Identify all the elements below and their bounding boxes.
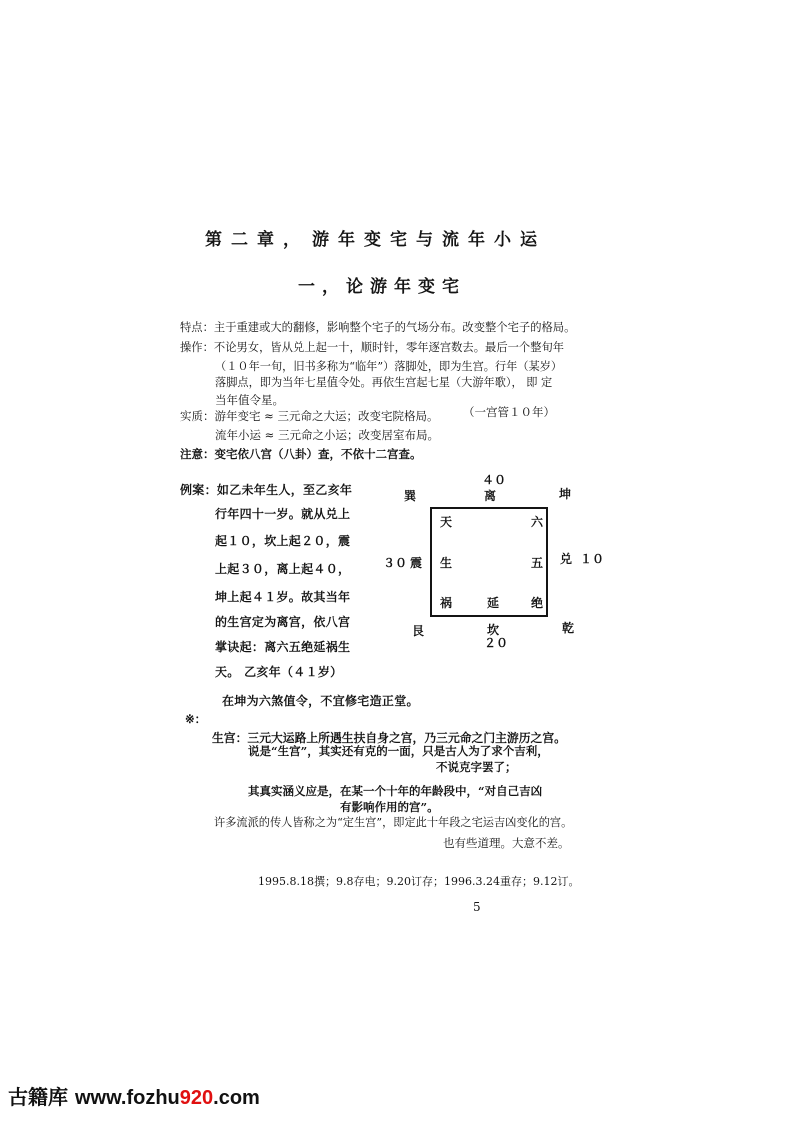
section-title: 一，论游年变宅 (298, 277, 466, 297)
notes-line-4: 其真实涵义应是，在某一个十年的年龄段中，“对自己吉凶 (248, 784, 543, 798)
operation-line-1: 操作：不论男女，皆从兑上起一十，顺时针，零年逐宫数去。最后一个整旬年 (180, 341, 565, 354)
star-yan: 延 (487, 596, 500, 610)
operation-line-2: （１０年一旬，旧书多称为“临年”）落脚处，即为生宫。行年（某岁） (215, 360, 563, 373)
number-left: ３０ (383, 556, 408, 570)
example-line-7: 掌诀起：离六五绝延祸生 (215, 640, 351, 654)
palace-xun: 巽 (404, 489, 417, 503)
notes-line-5: 有影响作用的宫”。 (340, 800, 439, 814)
palace-gen: 艮 (412, 624, 425, 638)
notes-line-7: 也有些道理。大意不差。 (443, 836, 570, 850)
palace-zhen: 震 (410, 556, 423, 570)
operation-line-3: 落脚点，即为当年七星值令处。再依生宫起七星（大游年歌）， 即 定 (215, 376, 553, 389)
star-jue: 绝 (531, 596, 544, 610)
watermark-url-prefix: www.fozhu (74, 1087, 180, 1109)
notes-line-2: 说是“生宫”，其实还有克的一面，只是古人为了求个吉利， (248, 744, 549, 758)
example-line-4: 上起３０，离上起４０， (215, 562, 351, 576)
star-sheng: 生 (440, 556, 453, 570)
notes-line-3: 不说克字罢了； (436, 760, 517, 774)
number-right: １０ (580, 552, 605, 566)
features-line: 特点：主于重建或大的翻修，影响整个宅子的气场分布。改变整个宅子的格局。 (180, 321, 576, 334)
example-line-1: 例案：如乙未年生人，至乙亥年 (180, 483, 353, 497)
example-conclusion: 在坤为六煞值令，不宜修宅造正堂。 (222, 694, 419, 708)
example-line-5: 坤上起４１岁。故其当年 (215, 590, 351, 604)
chapter-title: 游年变宅与流年小运 (312, 230, 546, 250)
notes-line-6: 许多流派的传人皆称之为“定生宫”，即定此十年段之宅运吉凶变化的宫。 (214, 816, 573, 829)
number-bottom: ２０ (484, 636, 509, 650)
essence-note: （一宫管１０年） (463, 405, 555, 419)
star-wu: 五 (531, 556, 544, 570)
example-line-3: 起１０，坎上起２０，震 (215, 534, 351, 548)
example-line-2: 行年四十一岁。就从兑上 (215, 507, 351, 521)
example-line-8: 天。 乙亥年（４１岁） (215, 665, 343, 679)
watermark-url-number: 920 (179, 1087, 214, 1109)
attention-line: 注意：变宅依八宫（八卦）查，不依十二宫查。 (180, 447, 422, 461)
chapter-label: 第二章， (205, 230, 309, 250)
example-line-6: 的生宫定为离宫，依八宫 (215, 615, 351, 629)
star-tian: 天 (440, 515, 453, 529)
operation-line-4: 当年值令星。 (215, 393, 284, 407)
palace-kun: 坤 (559, 487, 572, 501)
essence-line-1: 实质：游年变宅 ≈ 三元命之大运；改变宅院格局。 (180, 409, 439, 423)
notes-line-1: 生宫：三元大运路上所遇生扶自身之宫，乃三元命之门主游历之宫。 (212, 731, 566, 745)
notes-marker: ※： (185, 712, 207, 726)
palace-li: 离 (484, 489, 497, 503)
star-liu: 六 (531, 515, 544, 529)
palace-kan: 坎 (487, 623, 500, 637)
essence-line-2: 流年小运 ≈ 三元命之小运；改变居室布局。 (215, 428, 439, 442)
palace-qian: 乾 (562, 621, 575, 635)
watermark-site-name: 古籍库 (8, 1085, 68, 1109)
star-huo: 祸 (440, 596, 453, 610)
page-number: 5 (473, 900, 481, 914)
palace-dui: 兑 (560, 552, 573, 566)
date-line: 1995.8.18撰；9.8存电；9.20订存；1996.3.24重存；9.12订。 (258, 875, 580, 888)
number-top: ４０ (482, 473, 507, 487)
watermark (8, 1087, 260, 1108)
watermark-url-suffix: .com (213, 1087, 260, 1109)
